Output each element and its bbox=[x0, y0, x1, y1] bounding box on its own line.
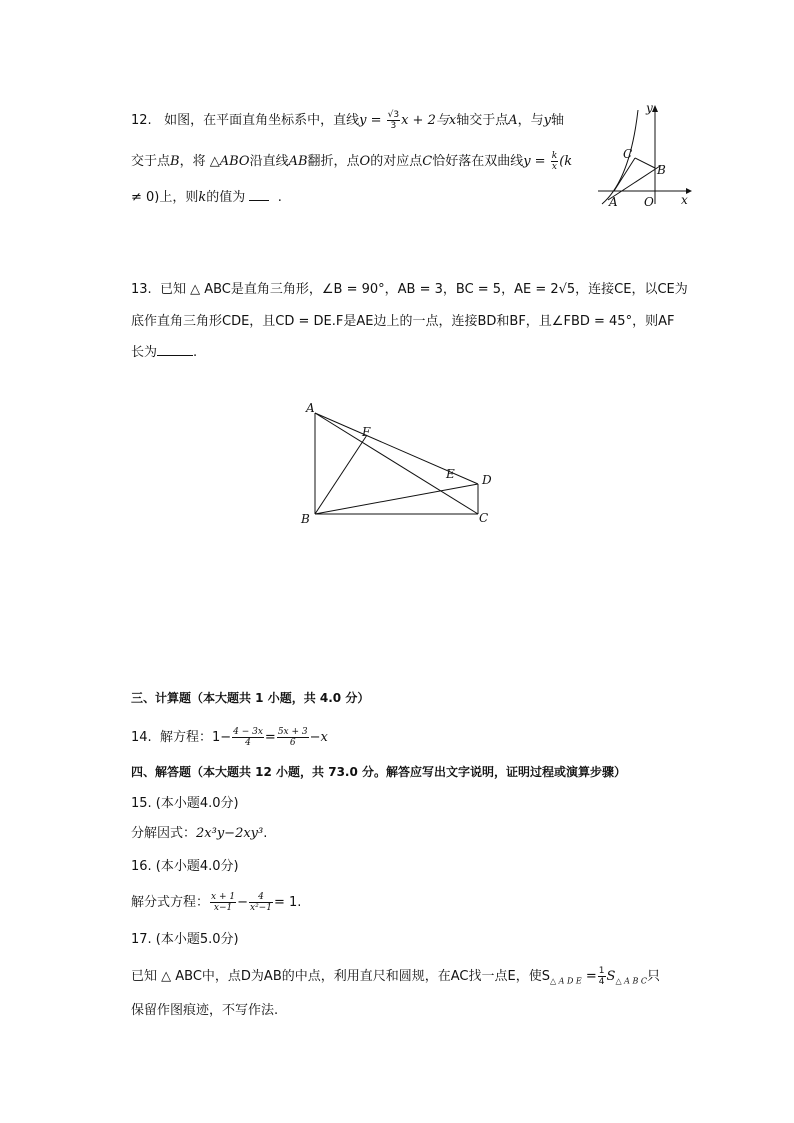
q16-header: 16. (本小题4.0分) bbox=[131, 859, 239, 874]
segment-ac bbox=[614, 158, 635, 191]
label-e: E bbox=[446, 467, 455, 481]
q12-answer-blank[interactable] bbox=[249, 200, 269, 201]
q17-line1 bbox=[131, 966, 660, 990]
q13-text: 底作直角三角形CDE，且CD = DE.F是AE边上的一点，连接BD和BF，且∠FBD = 45°，则AF bbox=[131, 314, 675, 329]
label-b: B bbox=[301, 512, 310, 526]
q16-text: 解分式方程： bbox=[131, 895, 210, 910]
q17-fraction: $\frac{1}{4}$ bbox=[598, 966, 605, 987]
q12-math: B bbox=[170, 154, 180, 169]
q17-text: 已知 △ ABC中，点D为AB的中点，利用直尺和圆规，在AC找一点E，使S bbox=[131, 969, 550, 984]
label-x: x bbox=[681, 193, 688, 207]
q12-text: 的对应点 bbox=[370, 154, 423, 169]
label-b: B bbox=[657, 163, 666, 177]
q12-figure bbox=[590, 100, 700, 212]
q12-fraction-k: $\frac{k}{x}$ bbox=[551, 151, 558, 172]
q14-fraction-left: $\frac{4 - 3x}{4}$ bbox=[233, 727, 263, 748]
q14-text: 解方程：1− bbox=[159, 730, 232, 745]
q13-text: 长为 bbox=[131, 345, 158, 360]
q12-text: 交于点 bbox=[131, 154, 171, 169]
q17-subscript: △ A D E bbox=[549, 976, 582, 986]
label-c: C bbox=[479, 511, 489, 525]
q13-line1 bbox=[131, 282, 688, 298]
q12-math: x + 2与 bbox=[401, 113, 449, 128]
q12-math: AB bbox=[288, 154, 308, 169]
q14-fraction-right: $\frac{5x + 3}{6}$ bbox=[277, 727, 308, 748]
q12-math: y bbox=[543, 113, 551, 128]
label-c: C bbox=[623, 147, 633, 161]
q14-text: −x bbox=[309, 730, 328, 745]
label-f: F bbox=[362, 425, 371, 439]
q12-line2 bbox=[131, 151, 572, 172]
label-d: D bbox=[482, 473, 492, 487]
q16-fraction-1: $\frac{x + 1}{x-1}$ bbox=[211, 892, 236, 913]
q13-figure bbox=[296, 396, 506, 530]
q13-text: . bbox=[193, 345, 198, 360]
q14-line bbox=[131, 727, 328, 748]
q12-math: A bbox=[508, 113, 518, 128]
segment-cb bbox=[635, 158, 655, 168]
q12-math: ABO bbox=[219, 154, 250, 169]
q12-math: O bbox=[359, 154, 371, 169]
q16-minus: − bbox=[237, 895, 248, 910]
q12-fraction: $\frac{√3}{3}$ bbox=[387, 110, 400, 131]
q12-math: y = bbox=[359, 113, 382, 128]
q15-header: 15. (本小题4.0分) bbox=[131, 796, 239, 811]
q16-text: = 1. bbox=[273, 895, 302, 910]
q17-text: 只 bbox=[647, 969, 661, 984]
q17-subscript: △ A B C bbox=[615, 976, 647, 986]
q13-number: 13. bbox=[131, 282, 152, 297]
q12-text: ≠ 0)上，则 bbox=[131, 190, 199, 205]
q14-number: 14. bbox=[131, 730, 152, 745]
q13-text: 已知 △ ABC是直角三角形，∠B = 90°，AB = 3，BC = 5，AE = 2√5，连接CE，以CE为 bbox=[159, 282, 688, 297]
segment-bf bbox=[315, 435, 367, 514]
q12-text: 轴 bbox=[550, 113, 564, 128]
q17-line2: 保留作图痕迹，不写作法. bbox=[131, 1003, 279, 1018]
q12-text: 翻折，点 bbox=[307, 154, 360, 169]
label-a: A bbox=[306, 401, 315, 415]
q12-math: C bbox=[422, 154, 433, 169]
q16-fraction-2: $\frac{4}{\text{x²−1}}$ bbox=[250, 892, 272, 913]
q12-text: 恰好落在双曲线 bbox=[432, 154, 524, 169]
q17-header: 17. (本小题5.0分) bbox=[131, 932, 239, 947]
q13-line3 bbox=[131, 345, 197, 361]
q12-line3 bbox=[131, 190, 282, 206]
label-o: O bbox=[644, 195, 654, 209]
q12-text: 轴交于点 bbox=[456, 113, 509, 128]
q15-body bbox=[131, 826, 267, 842]
q12-number: 12. bbox=[131, 113, 152, 128]
q15-text: 分解因式： bbox=[131, 826, 197, 841]
label-y: y bbox=[646, 101, 653, 115]
q12-math: k bbox=[198, 190, 207, 205]
q12-line1 bbox=[131, 110, 564, 131]
q13-answer-blank[interactable] bbox=[157, 355, 193, 356]
section3-heading: 三、计算题（本大题共 1 小题，共 4.0 分） bbox=[131, 691, 370, 705]
q15-text: . bbox=[263, 826, 268, 841]
q17-equals: = bbox=[581, 969, 597, 984]
q12-math: y = bbox=[523, 154, 546, 169]
q12-text: . bbox=[277, 190, 282, 205]
q14-equals: = bbox=[264, 730, 276, 745]
q12-text: 的值为 bbox=[206, 190, 246, 205]
y-axis-arrow bbox=[652, 105, 658, 112]
q17-s: S bbox=[606, 969, 616, 984]
q12-math: x bbox=[448, 113, 457, 128]
q15-expression: 2x³y−2xy³ bbox=[196, 826, 264, 841]
q12-text: 如图，在平面直角坐标系中，直线 bbox=[164, 113, 360, 128]
q12-text: ，与 bbox=[517, 113, 544, 128]
q12-math: (k bbox=[559, 154, 573, 169]
hyperbola-curve bbox=[602, 110, 638, 204]
q13-line2 bbox=[131, 314, 674, 330]
label-a: A bbox=[609, 195, 618, 209]
q12-text: ，将 △ bbox=[179, 154, 220, 169]
q16-body bbox=[131, 892, 301, 913]
section4-heading: 四、解答题（本大题共 12 小题，共 73.0 分。解答应写出文字说明，证明过程或演算步骤） bbox=[131, 765, 627, 779]
q12-text: 沿直线 bbox=[249, 154, 289, 169]
